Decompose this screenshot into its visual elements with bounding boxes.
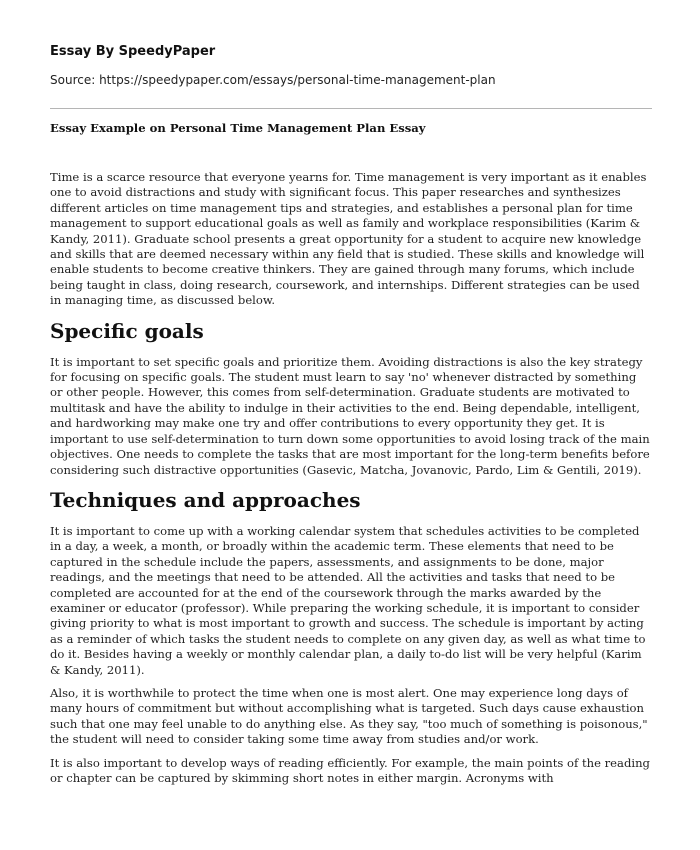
brand-label: Essay By SpeedyPaper [50, 44, 216, 59]
section-heading-techniques: Techniques and approaches [50, 487, 361, 512]
header-divider [50, 108, 652, 109]
source-url: Source: https://speedypaper.com/essays/personal-time-management-plan [50, 73, 496, 87]
section-heading-specific-goals: Specific goals [50, 318, 204, 343]
intro-paragraph: Time is a scarce resource that everyone yearns for. Time management is very important as it enables one to avoid distractions and study with significant focus. This paper researches and synthesizes different articles on time management tips and strategies, and establishes a personal plan for time management to support educational goals as well as family and workplace responsibilities (Karim & Kandy, 2011). Graduate school presents a great opportunity for a student to acquire new knowledge and skills that are deemed necessary within any field that is studied. These skills and knowledge will enable students to become creative thinkers. They are gained through many forums, which include being taught in class, doing research, coursework, and internships. Different strategies can be used in managing time, as discussed below. [50, 170, 647, 308]
paragraph: It is important to set specific goals and prioritize them. Avoiding distractions is also the key strategy for focusing on specific goals. The student must learn to say 'no' whenever distracted by something or other people. However, this comes from self-determination. Graduate students are motivated to multitask and have the ability to indulge in their activities to the end. Being dependable, intelligent, and hardworking may make one try and offer contributions to every opportunity they get. It is important to use self-determination to turn down some opportunities to avoid losing track of the main objectives. One needs to complete the tasks that are most important for the long-term benefits before considering such distractive opportunities (Gasevic, Matcha, Jovanovic, Pardo, Lim & Gentili, 2019). [50, 354, 650, 477]
paragraph: It is important to come up with a working calendar system that schedules activities to be completed in a day, a week, a month, or broadly within the academic term. These elements that need to be captured in the schedule include the papers, assessments, and assignments to be done, major readings, and the meetings that need to be attended. All the activities and tasks that need to be completed are accounted for at the end of the coursework through the marks awarded by the examiner or educator (professor). While preparing the working schedule, it is important to consider giving priority to what is most important to growth and success. The schedule is important by acting as a reminder of which tasks the student needs to complete on any given day, as well as what time to do it. Besides having a weekly or monthly calendar plan, a daily to-do list will be very helpful (Karim & Kandy, 2011). [50, 523, 646, 677]
essay-title: Essay Example on Personal Time Management Plan Essay [50, 121, 426, 135]
essay-body [50, 170, 652, 794]
paragraph: Also, it is worthwhile to protect the time when one is most alert. One may experience long days of many hours of commitment but without accomplishing what is targeted. Such days cause exhaustion such that one may feel unable to do anything else. As they say, "too much of something is poisonous," the student will need to consider taking some time away from studies and/or work. [50, 685, 648, 747]
paragraph: It is also important to develop ways of reading efficiently. For example, the main points of the reading or chapter can be captured by skimming short notes in either margin. Acronyms with [50, 755, 650, 785]
